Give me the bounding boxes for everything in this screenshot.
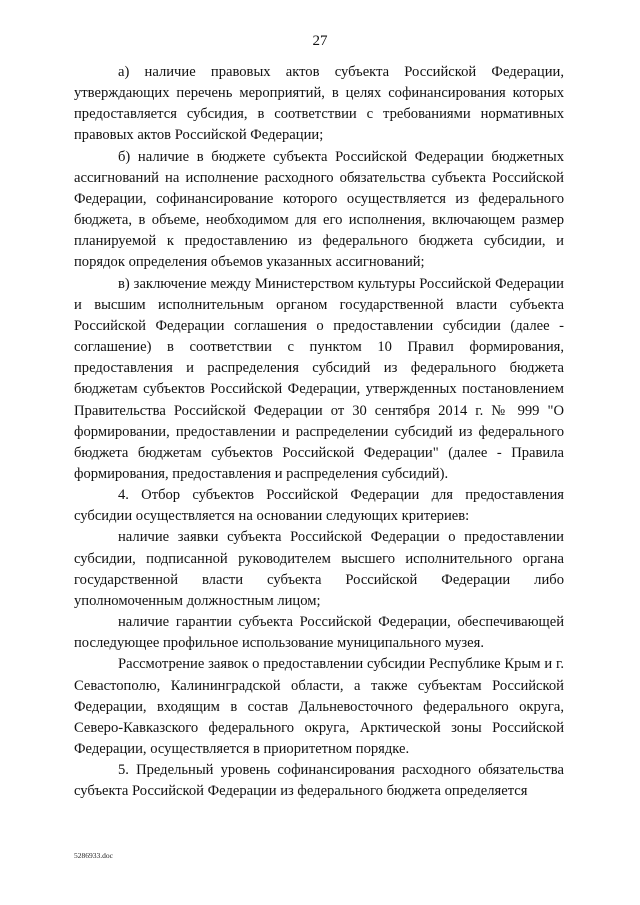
- paragraph-4: 4. Отбор субъектов Российской Федерации для предоставления субсидии осуществляется на основании следующих критериев:: [74, 487, 564, 525]
- priority-review-paragraph: Рассмотрение заявок о предоставлении субсидии Республике Крым и г. Севастополю, Калининградской области, а также субъектам Российской Федерации, входящим в состав Дальневосточного федерального округа, Северо-Кавказского федерального округа, Арктической зоны Российской Федерации, осуществляется в приоритетном порядке.: [74, 656, 564, 757]
- criterion-guarantee: наличие гарантии субъекта Российской Федерации, обеспечивающей последующее профильное использование муниципального музея.: [74, 614, 564, 652]
- document-body: [74, 62, 564, 802]
- page-number: 27: [312, 33, 328, 49]
- paragraph-b: б) наличие в бюджете субъекта Российской Федерации бюджетных ассигнований на исполнение расходного обязательства субъекта Российской Федерации, софинансирование которого осуществляется из федерального бюджета, в объеме, необходимом для его исполнения, включающем размер планируемой к предоставлению из федерального бюджета субсидии, и порядок определения объемов указанных ассигнований;: [74, 148, 564, 271]
- criterion-application: наличие заявки субъекта Российской Федерации о предоставлении субсидии, подписанной руководителем высшего исполнительного органа государственной власти субъекта Российской Федерации либо уполномоченным должностным лицом;: [74, 529, 564, 609]
- paragraph-5: 5. Предельный уровень софинансирования расходного обязательства субъекта Российской Федерации из федерального бюджета определяется: [74, 762, 564, 800]
- document-code: 5286933.doc: [74, 851, 113, 860]
- paragraph-a: а) наличие правовых актов субъекта Российской Федерации, утверждающих перечень мероприятий, в целях софинансирования которых предоставляется субсидия, в соответствии с требованиями нормативных правовых актов Российской Федерации;: [74, 64, 564, 144]
- paragraph-v: в) заключение между Министерством культуры Российской Федерации и высшим исполнительным органом государственной власти субъекта Российской Федерации соглашения о предоставлении субсидии (далее - соглашение) в соответствии с пунктом 10 Правил формирования, предоставления и распределения субсидий из федерального бюджета бюджетам субъектов Российской Федерации, утвержденных постановлением Правительства Российской Федерации от 30 сентября 2014 г. № 999 "О формировании, предоставлении и распределении субсидий из федерального бюджета бюджетам субъектов Российской Федерации" (далее - Правила формирования, предоставления и распределения субсидий).: [74, 275, 564, 482]
